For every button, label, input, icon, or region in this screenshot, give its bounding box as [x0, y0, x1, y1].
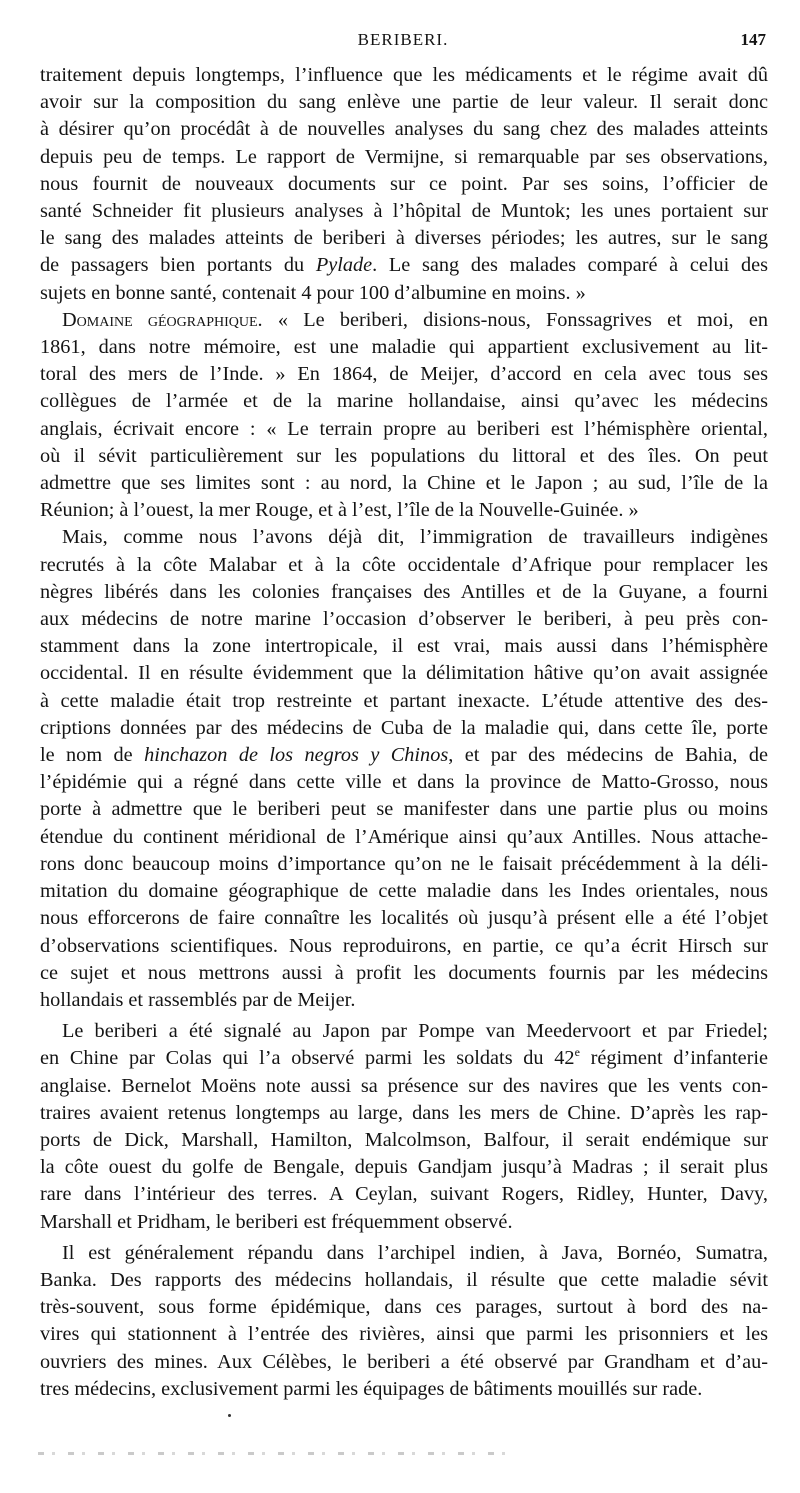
text-line: recrutés à la côte Malabar et à la côte occidentale d’Afrique pour remplacer les	[40, 553, 768, 576]
text-line: où il sévit particulièrement sur les populations du littoral et des îles. On peut	[40, 444, 768, 467]
text-line: santé Schneider fit plusieurs analyses à l’hôpital de Muntok; les unes portaient sur	[40, 200, 768, 223]
text-line: la côte ouest du golfe de Bengale, depuis Gandjam jusqu’à Madras ; il serait plus	[40, 1156, 768, 1179]
text-line: 1861, dans notre mémoire, est une maladie qui appartient exclusivement au lit-	[40, 336, 768, 359]
ink-speck	[228, 1414, 231, 1417]
scan-noise	[38, 1452, 508, 1455]
body-text	[40, 62, 768, 1403]
text-line: Le beriberi a été signalé au Japon par Pompe van Meedervoort et par Friedel;	[62, 1020, 768, 1043]
text-line: nègres libérés dans les colonies françaises des Antilles et de la Guyane, a fourni	[40, 580, 768, 603]
text-line: rare dans l’intérieur des terres. A Ceylan, suivant Rogers, Ridley, Hunter, Davy,	[40, 1183, 768, 1206]
text-line: stamment dans la zone intertropicale, il est vrai, mais aussi dans l’hémisphère	[40, 635, 768, 658]
text-line: hollandais et rassemblés par de Meijer.	[40, 988, 356, 1011]
text-line: le sang des malades atteints de beriberi à diverses périodes; les autres, sur le sang	[40, 227, 768, 250]
text-line: nous efforcerons de faire connaître les localités où jusqu’à présent elle a été l’objet	[40, 907, 768, 930]
text-line: Banka. Des rapports des médecins hollandais, il résulte que cette maladie sévit	[40, 1268, 768, 1291]
text-line	[40, 1045, 768, 1072]
text-line: ce sujet et nous mettrons aussi à profit les documents fournis par les médecins	[40, 961, 768, 984]
text-line: tres médecins, exclusivement parmi les équipages de bâtiments mouillés sur rade.	[40, 1377, 703, 1400]
text-line: occidental. Il en résulte évidemment que la délimitation hâtive qu’on avait assignée	[40, 662, 768, 685]
ordinal-superscript: e	[574, 1045, 580, 1060]
text-line: depuis peu de temps. Le rapport de Vermijne, si remarquable par ses observations,	[40, 145, 768, 168]
text-line: très-souvent, sous forme épidémique, dans ces parages, surtout à bord des na-	[40, 1296, 768, 1319]
text-line: rons donc beaucoup moins d’importance qu’on ne le faisait précédemment à la déli-	[40, 852, 768, 875]
text-run: , et par des médecins de Bahia, de	[448, 744, 768, 767]
text-line: vires qui stationnent à l’entrée des rivières, ainsi que parmi les prisonniers et les	[40, 1323, 768, 1346]
text-line: à cette maladie était trop restreinte et partant inexacte. L’étude attentive des des-	[40, 689, 768, 712]
paragraph	[40, 1018, 768, 1236]
section-heading: Domaine géographique.	[62, 308, 263, 331]
text-line: anglaise. Bernelot Moëns note aussi sa présence sur des navires que les vents con-	[40, 1074, 768, 1097]
text-line: porte à admettre que le beriberi peut se manifester dans une partie plus ou moins	[40, 798, 768, 821]
text-line	[40, 252, 768, 279]
page-number: 147	[740, 30, 766, 49]
text-run: le nom de	[40, 744, 145, 767]
text-line: étendue du continent méridional de l’Amérique ainsi qu’aux Antilles. Nous attache-	[40, 825, 768, 848]
text-line: avoir sur la composition du sang enlève une partie de leur valeur. Il serait donc	[40, 91, 768, 114]
text-line: aux médecins de notre marine l’occasion d’observer le beriberi, à peu près con-	[40, 608, 768, 631]
running-head	[40, 30, 766, 56]
text-line	[40, 307, 768, 334]
text-line: l’épidémie qui a régné dans cette ville et dans la province de Matto-Grosso, nous	[40, 771, 768, 794]
text-line: d’observations scientifiques. Nous reproduirons, en partie, ce qu’a écrit Hirsch sur	[40, 934, 768, 957]
text-line: criptions données par des médecins de Cuba de la maladie qui, dans cette île, porte	[40, 716, 768, 739]
text-line: Il est généralement répandu dans l’archipel indien, à Java, Bornéo, Sumatra,	[62, 1241, 768, 1264]
text-run: « Le beriberi, disions-nous, Fonssagrives et moi, en	[262, 308, 768, 331]
text-line: Marshall et Pridham, le beriberi est fréquemment observé.	[40, 1210, 513, 1233]
text-line: traires avaient retenus longtemps au large, dans les mers de Chine. D’après les rap-	[40, 1101, 768, 1124]
text-line: anglais, écrivait encore : « Le terrain propre au beriberi est l’hémisphère oriental,	[40, 417, 768, 440]
paragraph	[40, 307, 768, 525]
text-line: nous fournit de nouveaux documents sur ce point. Par ses soins, l’officier de	[40, 172, 768, 195]
paragraph	[40, 524, 768, 1014]
text-line: traitement depuis longtemps, l’influence que les médicaments et le régime avait dû	[40, 64, 768, 86]
text-line: Mais, comme nous l’avons déjà dit, l’immigration de travailleurs indigènes	[62, 526, 768, 549]
text-line: Réunion; à l’ouest, la mer Rouge, et à l’est, l’île de la Nouvelle-Guinée. »	[40, 499, 639, 522]
text-run: . Le sang des malades comparé à celui des	[372, 254, 768, 277]
text-run: de passagers bien portants du	[40, 254, 316, 277]
text-line: ports de Dick, Marshall, Hamilton, Malcolmson, Balfour, il serait endémique sur	[40, 1128, 768, 1151]
disease-name: hinchazon de los negros y Chinos	[144, 744, 449, 767]
ship-name: Pylade	[315, 254, 373, 277]
text-line: sujets en bonne santé, contenait 4 pour 100 d’albumine en moins. »	[40, 281, 586, 304]
text-run: régiment d’infanterie	[579, 1047, 768, 1070]
paragraph	[40, 1240, 768, 1403]
text-line: toral des mers de l’Inde. » En 1864, de Meijer, d’accord en cela avec tous ses	[40, 363, 768, 386]
text-line: collègues de l’armée et de la marine hollandaise, ainsi qu’avec les médecins	[40, 390, 768, 413]
text-line: à désirer qu’on procédât à de nouvelles analyses du sang chez des malades atteints	[40, 118, 768, 141]
text-line	[40, 742, 768, 769]
running-title: BERIBERI.	[357, 30, 449, 49]
text-line: ouvriers des mines. Aux Célèbes, le beriberi a été observé par Grandham et d’au-	[40, 1350, 768, 1373]
text-line: mitation du domaine géographique de cette maladie dans les Indes orientales, nous	[40, 880, 768, 903]
text-line: admettre que ses limites sont : au nord, la Chine et le Japon ; au sud, l’île de la	[40, 472, 768, 495]
paragraph	[40, 62, 768, 307]
text-run: en Chine par Colas qui l’a observé parmi les soldats du 42	[40, 1047, 575, 1070]
